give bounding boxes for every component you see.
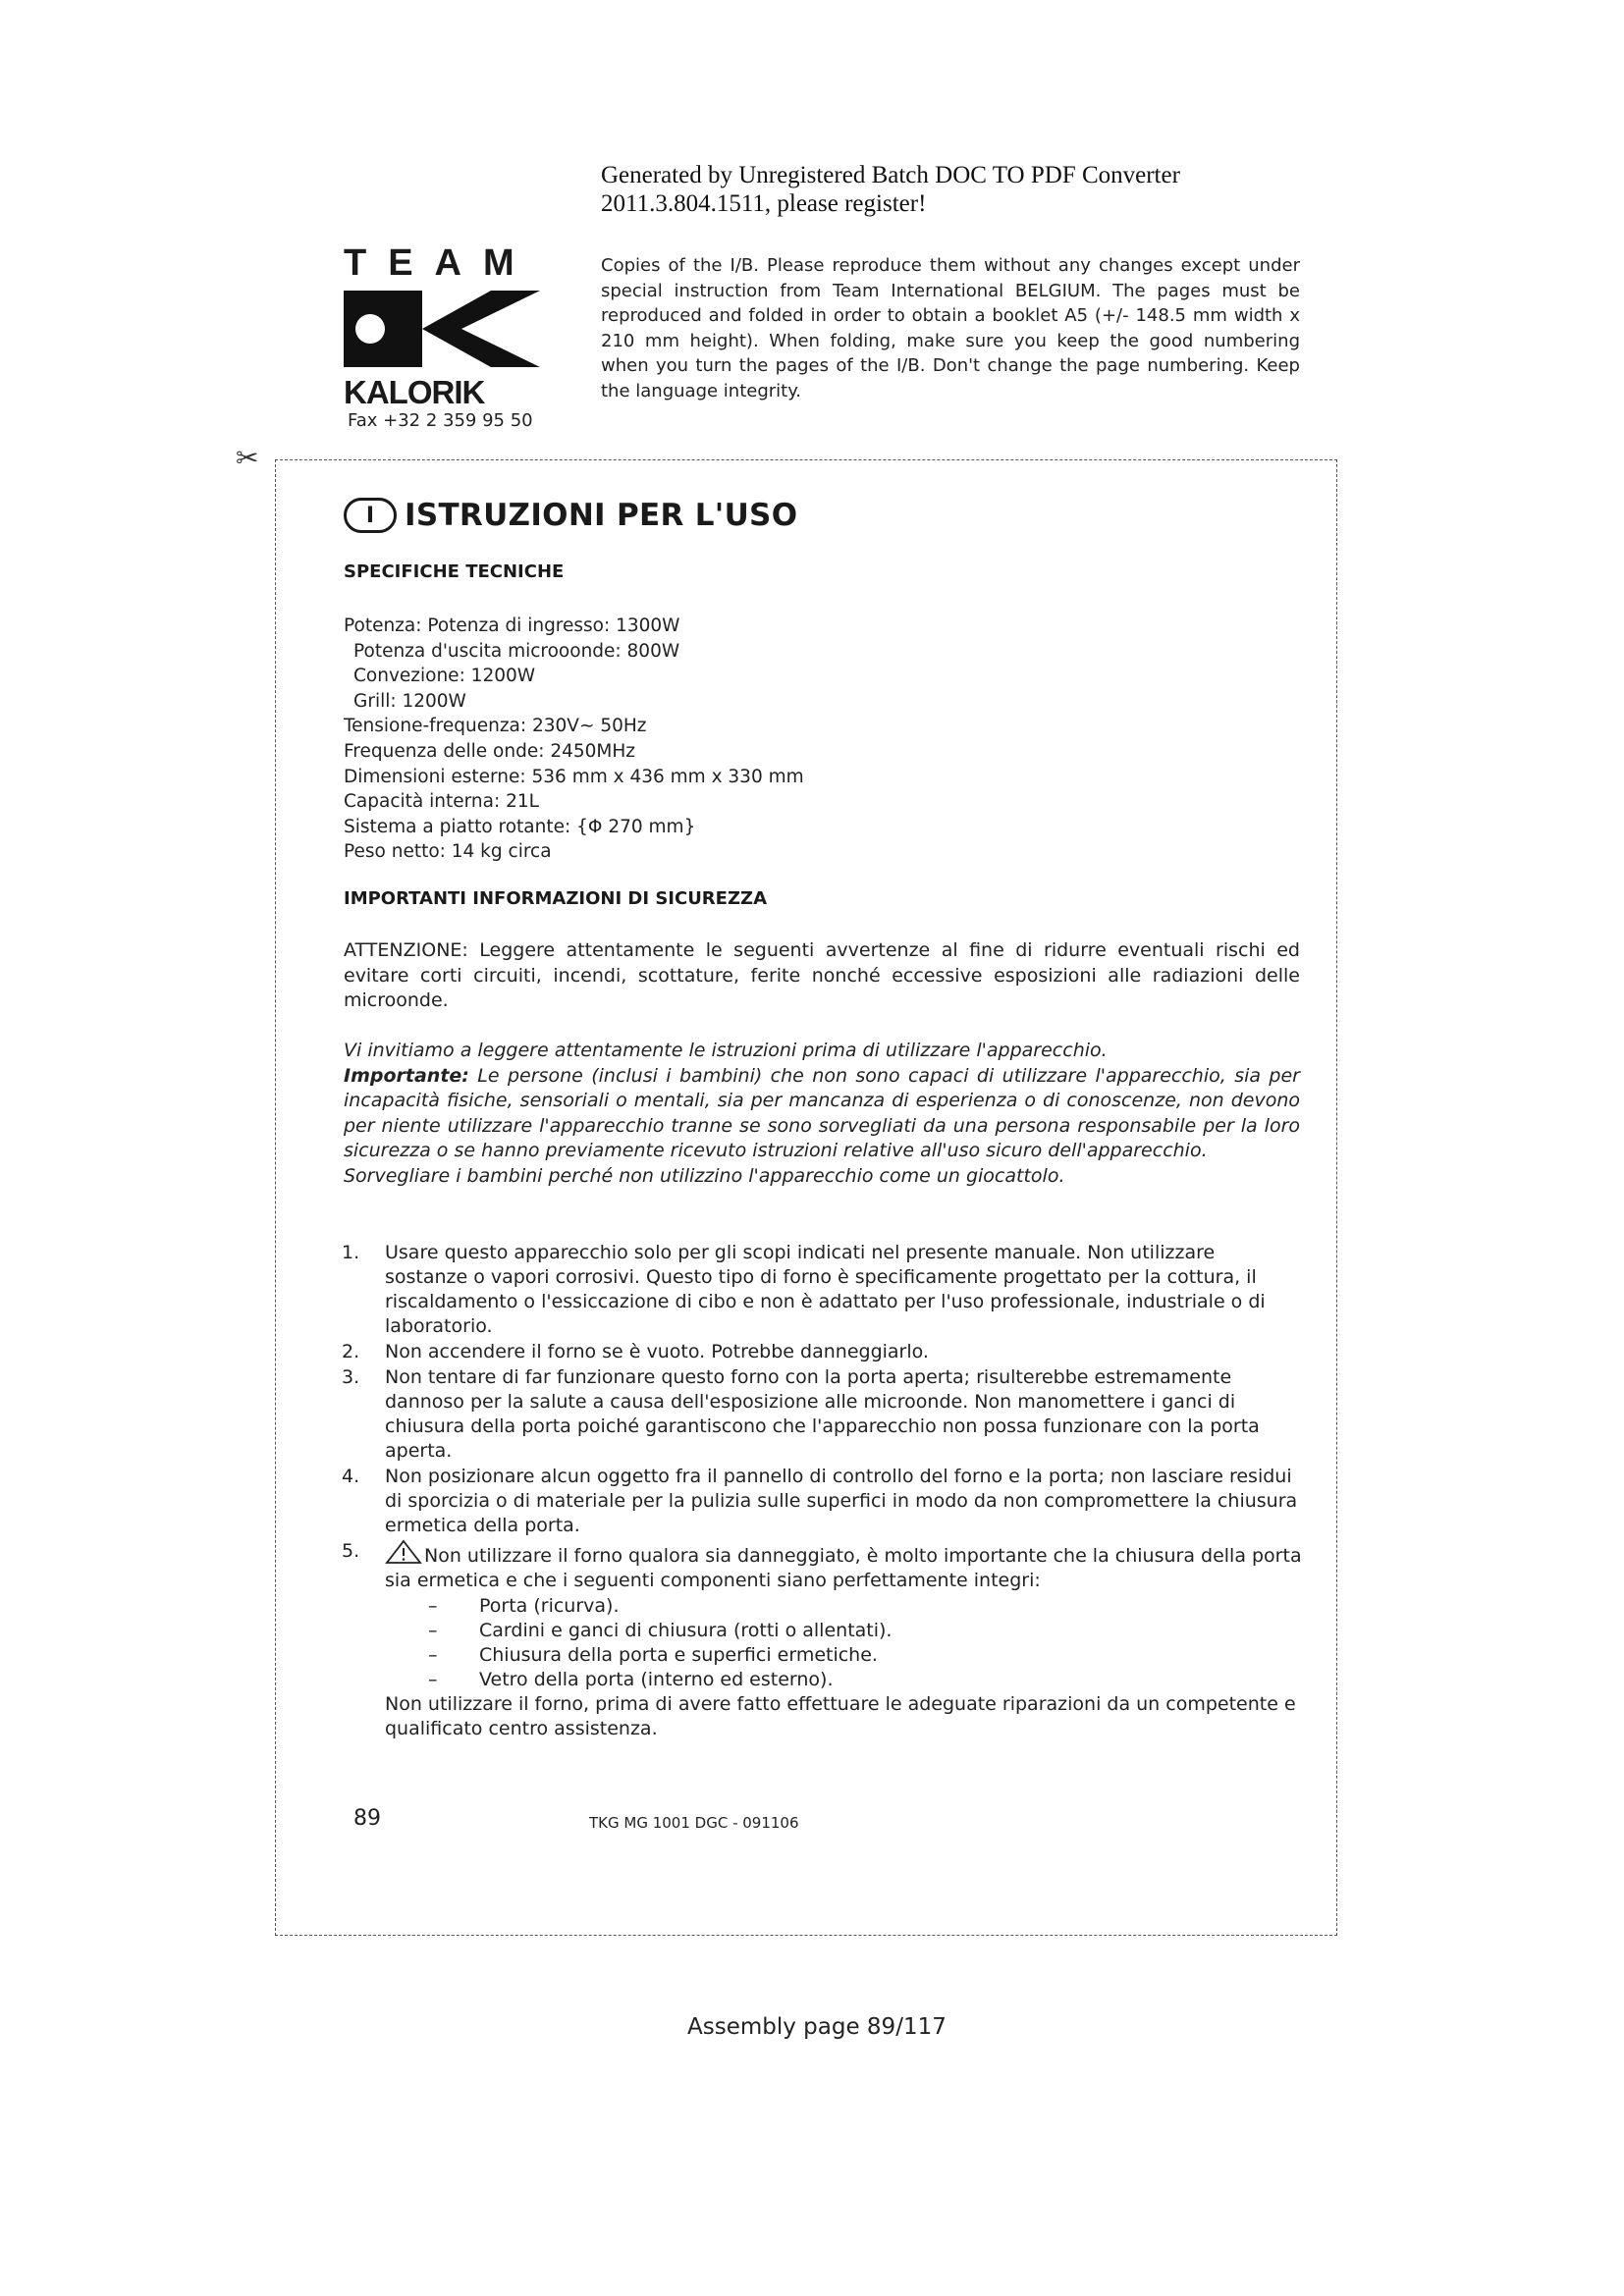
logo-team-text: TEAM xyxy=(344,242,536,284)
italic-intro: Vi invitiamo a leggere attentamente le istruzioni prima di utilizzare l'apparecchio. xyxy=(344,1040,1108,1061)
spec-line: Tensione-frequenza: 230V~ 50Hz xyxy=(344,716,647,737)
spec-line: Potenza: Potenza di ingresso: 1300W xyxy=(344,615,680,636)
specs-list xyxy=(344,614,804,865)
converter-watermark xyxy=(601,161,1269,218)
page-number: 89 xyxy=(353,1806,381,1831)
warning-triangle-icon xyxy=(385,1539,422,1565)
model-code: TKG MG 1001 DGC - 091106 xyxy=(589,1814,799,1832)
component-item xyxy=(385,1619,1302,1643)
spec-line: Potenza d'uscita microoonde: 800W xyxy=(353,640,680,662)
dash-bullet: – xyxy=(428,1620,438,1641)
component-item xyxy=(385,1643,1302,1668)
page-title-row xyxy=(344,491,797,540)
reproduction-notice: Copies of the I/B. Please reproduce them without any changes except under special instruction from Team International BELGIUM. The pages must be reproduced and folded in order to obtain a booklet A5 (+/- 148.5 mm width x 210 mm height). When folding, make sure you keep the good numbering when you turn the pages of the I/B. Don't change the page numbering. Keep the language integrity. xyxy=(601,255,1300,401)
item-text: Non accendere il forno se è vuoto. Potrebbe danneggiarlo. xyxy=(385,1341,929,1362)
logo-k-mark-icon xyxy=(344,291,540,367)
spec-line: Dimensioni esterne: 536 mm x 436 mm x 330 mm xyxy=(344,766,804,787)
watermark-line-1: Generated by Unregistered Batch DOC TO PDF Converter xyxy=(601,162,1180,188)
safety-list xyxy=(342,1241,1302,1741)
list-item xyxy=(342,1365,1302,1464)
important-label: Importante: xyxy=(344,1064,469,1087)
component-text: Chiusura della porta e superfici ermetiche. xyxy=(479,1644,878,1666)
item-number: 4. xyxy=(342,1466,360,1487)
list-item xyxy=(342,1241,1302,1339)
scissors-icon: ✂ xyxy=(236,442,259,474)
item-number: 1. xyxy=(342,1242,360,1263)
list-item xyxy=(342,1539,1302,1593)
watermark-line-2: 2011.3.804.1511, please register! xyxy=(601,190,927,217)
dash-bullet: – xyxy=(428,1644,438,1666)
list-item xyxy=(342,1465,1302,1538)
spec-line: Convezione: 1200W xyxy=(353,666,536,687)
item-text: Non tentare di far funzionare questo forno con la porta aperta; risulterebbe estremamente dannoso per la salute a causa dell'esposizione alle microonde. Non manomettere i ganci di chiusura della porta poiché garantiscono che l'apparecchio non possa funzionare con la porta aperta. xyxy=(385,1366,1260,1462)
list-item xyxy=(342,1340,1302,1364)
logo-kalorik-text: KALORIK xyxy=(344,374,485,410)
supervise-line: Sorvegliare i bambini perché non utilizzino l'apparecchio come un giocattolo. xyxy=(344,1164,1065,1187)
dash-bullet: – xyxy=(428,1669,438,1690)
component-item xyxy=(385,1594,1302,1619)
fax-number: Fax +32 2 359 95 50 xyxy=(348,410,533,431)
spec-line: Frequenza delle onde: 2450MHz xyxy=(344,740,635,762)
item-text: Usare questo apparecchio solo per gli scopi indicati nel presente manuale. Non utilizzare sostanze o vapori corrosivi. Questo tipo di forno è specificamente progettato per la cottura, il riscaldamento o l'essiccazione di cibo e non è adattato per l'uso professionale, industriale o di laboratorio. xyxy=(385,1242,1266,1337)
spec-line: Peso netto: 14 kg circa xyxy=(344,841,552,863)
spec-line: Capacità interna: 21L xyxy=(344,791,539,813)
item-text-wrapper xyxy=(385,1539,1302,1593)
item-number: 3. xyxy=(342,1366,360,1388)
component-text: Vetro della porta (interno ed esterno). xyxy=(479,1669,834,1690)
important-paragraph xyxy=(344,1064,1300,1164)
dash-bullet: – xyxy=(428,1595,438,1617)
item5-after-text: Non utilizzare il forno, prima di avere fatto effettuare le adeguate riparazioni da un competente e qualificato centro assistenza. xyxy=(385,1693,1296,1739)
important-notice xyxy=(344,1039,1300,1189)
spec-line: Sistema a piatto rotante: {Φ 270 mm} xyxy=(344,816,696,837)
team-kalorik-logo xyxy=(344,243,550,410)
safety-heading: IMPORTANTI INFORMAZIONI DI SICUREZZA xyxy=(344,888,767,909)
component-text: Porta (ricurva). xyxy=(479,1595,620,1617)
attention-paragraph: ATTENZIONE: Leggere attentamente le seguenti avvertenze al fine di ridurre eventuali rischi ed evitare corti circuiti, incendi, scottature, ferite nonché eccessive esposizioni alle radiazioni delle microonde. xyxy=(344,939,1300,1011)
item-text: Non posizionare alcun oggetto fra il pannello di controllo del forno e la porta; non lasciare residui di sporcizia o di materiale per la pulizia sulle superfici in modo da non compromettere la chiusura ermetica della porta. xyxy=(385,1466,1298,1536)
component-list xyxy=(385,1594,1302,1692)
specs-heading: SPECIFICHE TECNICHE xyxy=(344,561,565,582)
item-text: Non utilizzare il forno qualora sia danneggiato, è molto importante che la chiusura della porta sia ermetica e che i seguenti componenti siano perfettamente integri: xyxy=(385,1545,1302,1591)
component-item xyxy=(385,1668,1302,1692)
language-badge: I xyxy=(344,498,397,533)
important-text: Le persone (inclusi i bambini) che non sono capaci di utilizzare l'apparecchio, sia per incapacità fisiche, sensoriali o mentali, sia per mancanza di esperienza o di conoscenze, non devono per niente utilizzare l'apparecchio tranne se sono sorvegliati da una persona responsabile per la loro sicurezza o se hanno previamente ricevuto istruzioni relative all'uso sicuro dell'apparecchio. xyxy=(344,1064,1300,1161)
item-number: 2. xyxy=(342,1341,360,1362)
page-title: ISTRUZIONI PER L'USO xyxy=(405,498,798,533)
component-text: Cardini e ganci di chiusura (rotti o allentati). xyxy=(479,1620,893,1641)
item-number: 5. xyxy=(342,1540,360,1562)
assembly-page-label: Assembly page 89/117 xyxy=(687,2014,947,2040)
spec-line: Grill: 1200W xyxy=(353,690,466,712)
